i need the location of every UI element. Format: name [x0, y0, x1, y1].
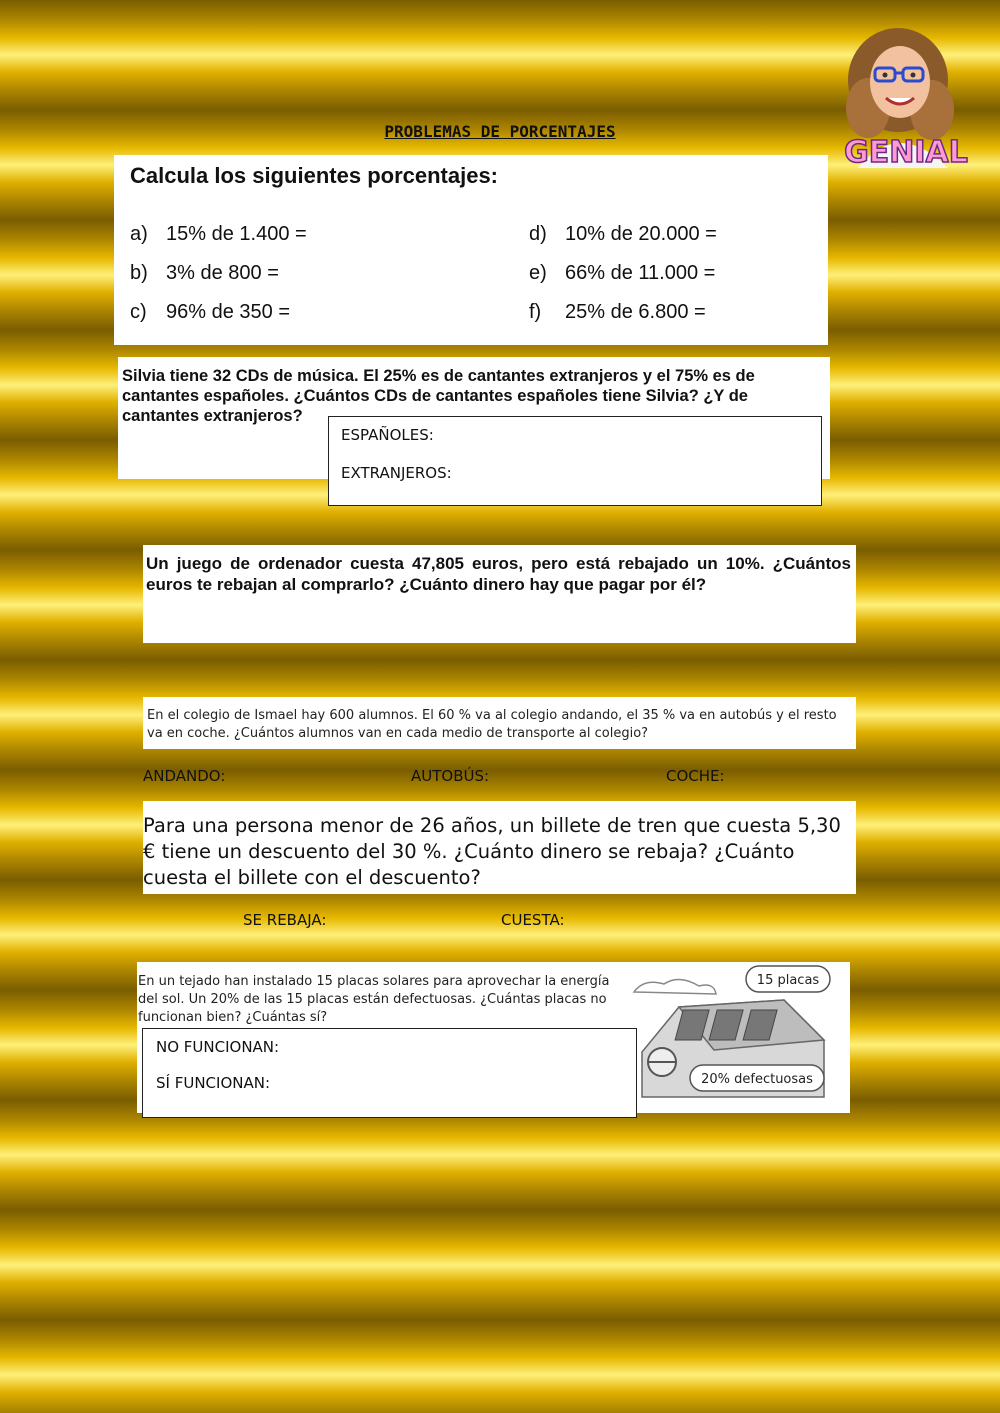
svg-text:15 placas: 15 placas	[756, 973, 820, 988]
page-title: PROBLEMAS DE PORCENTAJES	[384, 122, 616, 141]
svg-text:20% defectuosas: 20% defectuosas	[701, 1072, 813, 1087]
problem-train-text: Para una persona menor de 26 años, un billete de tren que cuesta 5,30 € tiene un descuento del 30 %. ¿Cuánto dinero se rebaja? ¿Cuánto cuesta el billete con el descuento?	[143, 814, 841, 889]
problem-cds-answer-box[interactable]	[328, 416, 822, 506]
answer-label-espanoles: ESPAÑOLES:	[341, 426, 434, 444]
answer-label-extranjeros: EXTRANJEROS:	[341, 464, 452, 482]
problem-solar-text: En un tejado han instalado 15 placas solares para aprovechar la energía del sol. Un 20% de las 15 placas están defectuosas. ¿Cuántas placas no funcionan bien? ¿Cuántas sí?	[138, 974, 610, 1025]
exercise-item-b: b) 3% de 800 =	[130, 262, 279, 284]
label-se-rebaja: SE REBAJA:	[243, 911, 327, 929]
problem-cds-text: Silvia tiene 32 CDs de música. El 25% es de cantantes extranjeros y el 75% es de cantantes españoles. ¿Cuántos CDs de cantantes españoles tiene Silvia? ¿Y de cantantes extranjeros?	[122, 367, 755, 425]
problem-school-card	[143, 697, 856, 749]
label-autobus: AUTOBÚS:	[411, 767, 490, 785]
problem-game-text: Un juego de ordenador cuesta 47,805 euros, pero está rebajado un 10%. ¿Cuántos euros te rebajan al comprarlo? ¿Cuánto dinero hay que pagar por él?	[146, 554, 851, 594]
solar-roof-illustration	[624, 962, 850, 1113]
exercise-item-d: d) 10% de 20.000 =	[529, 223, 717, 245]
exercise-item-c: c) 96% de 350 =	[130, 301, 290, 323]
problem-school-text: En el colegio de Ismael hay 600 alumnos. El 60 % va al colegio andando, el 35 % va en autobús y el resto va en coche. ¿Cuántos alumnos van en cada medio de transporte al colegio?	[147, 708, 837, 741]
exercise-item-a: a) 15% de 1.400 =	[130, 223, 307, 245]
problem-train-card	[143, 801, 856, 894]
avatar-logo	[828, 18, 983, 170]
exercise-item-f: f) 25% de 6.800 =	[529, 301, 706, 323]
exercise-percentages-card	[114, 155, 828, 345]
answer-label-si-funcionan: SÍ FUNCIONAN:	[156, 1074, 271, 1092]
genial-logo-text: GENIAL	[844, 135, 968, 170]
answer-label-no-funcionan: NO FUNCIONAN:	[156, 1038, 280, 1056]
problem-solar-answer-box[interactable]	[142, 1028, 637, 1118]
exercise-heading: Calcula los siguientes porcentajes:	[130, 163, 499, 188]
label-andando: ANDANDO:	[143, 767, 226, 785]
label-coche: COCHE:	[666, 767, 725, 785]
exercise-item-e: e) 66% de 11.000 =	[529, 262, 716, 284]
problem-game-card	[143, 545, 856, 643]
label-cuesta: CUESTA:	[501, 911, 565, 929]
